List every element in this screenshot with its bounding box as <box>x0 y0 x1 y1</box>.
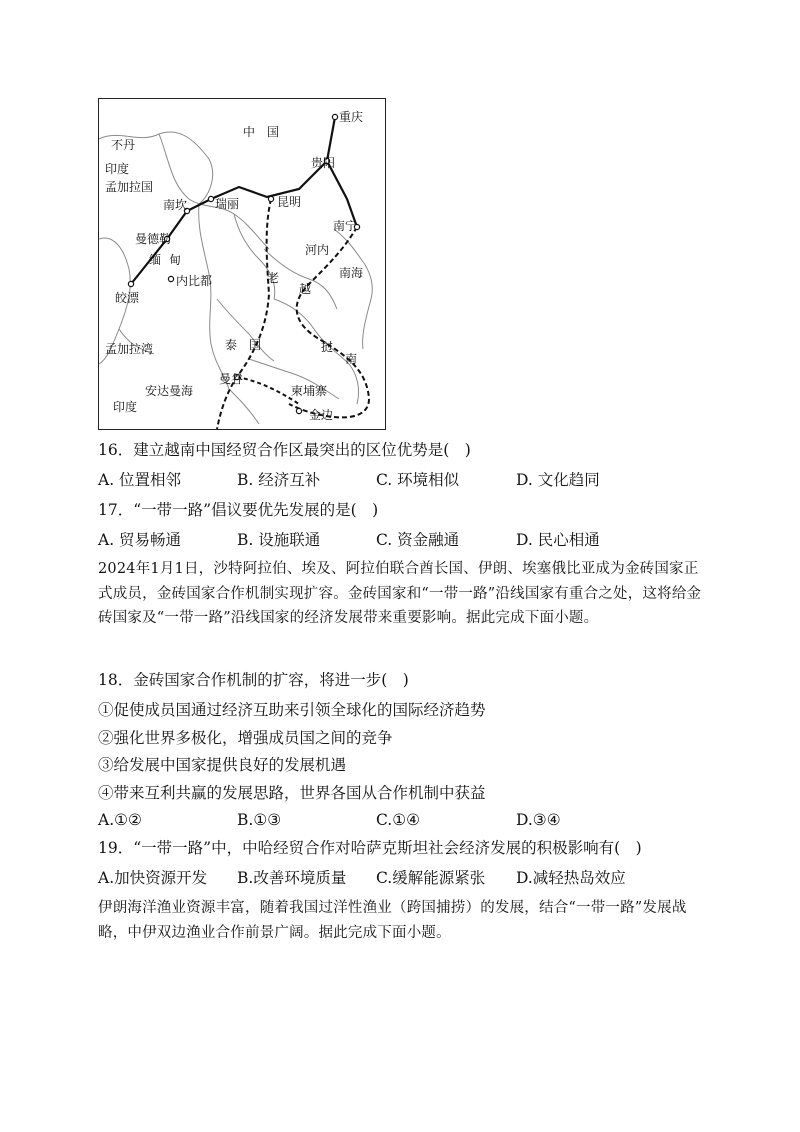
map-label-india-top: 印度 <box>105 162 130 176</box>
city-marker-kampot <box>296 408 301 413</box>
map-label-hanoi: 河内 <box>305 243 330 257</box>
q17-option-d[interactable]: D. 民心相通 <box>516 531 600 549</box>
map-label-bhutan: 不丹 <box>111 138 136 152</box>
q17-stem: 17．“一带一路”倡议要优先发展的是( ) <box>98 501 379 519</box>
q18-stem: 18．金砖国家合作机制的扩容，将进一步( ) <box>98 671 409 689</box>
map-label-myanmar-a: 缅 <box>149 253 162 267</box>
q17-option-b[interactable]: B. 设施联通 <box>237 531 321 549</box>
city-marker-chongqing <box>332 114 337 119</box>
map-label-andaman: 安达曼海 <box>145 384 194 398</box>
map-label-ruili: 瑞丽 <box>215 197 240 211</box>
q18-option-a[interactable]: A.①② <box>98 811 142 829</box>
q16-option-d[interactable]: D. 文化趋同 <box>516 471 600 489</box>
map-label-nanning: 南宁 <box>333 219 358 233</box>
q18-option-b[interactable]: B.①③ <box>237 811 282 829</box>
coast-line <box>334 229 372 349</box>
map-label-cambodia: 柬埔寨 <box>291 384 328 398</box>
map-label-bangkok: 曼谷 <box>219 372 244 386</box>
q19-option-d[interactable]: D.减轻热岛效应 <box>516 869 626 887</box>
city-marker-naypyidaw <box>168 276 173 281</box>
q16-option-b[interactable]: B. 经济互补 <box>237 471 321 489</box>
map-label-kyaukphyu: 皎漂 <box>115 291 140 305</box>
border-line <box>234 214 275 299</box>
map-label-guiyang: 贵阳 <box>311 156 336 170</box>
q19-option-c[interactable]: C.缓解能源紧张 <box>376 869 486 887</box>
q16-option-a[interactable]: A. 位置相邻 <box>98 471 182 489</box>
coast-line <box>229 389 259 424</box>
map-label-myanmar-b: 甸 <box>169 253 182 267</box>
rail-route-dashed <box>217 199 271 429</box>
map-label-chongqing: 重庆 <box>339 110 364 124</box>
q17-option-a[interactable]: A. 贸易畅通 <box>98 531 182 549</box>
q16-option-c[interactable]: C. 环境相似 <box>376 471 460 489</box>
map-label-nankan: 南坎 <box>163 198 188 212</box>
city-marker-kyaukphyu <box>128 281 133 286</box>
q18-option-d[interactable]: D.③④ <box>516 811 561 829</box>
q18-statement-3: ③给发展中国家提供良好的发展机遇 <box>98 756 347 774</box>
map-label-china: 中 国 <box>243 125 280 139</box>
map-label-vietnam-a: 越 <box>299 282 312 296</box>
rail-route-dashed <box>237 377 299 404</box>
map-label-bay-of-bengal: 孟加拉湾 <box>105 342 154 356</box>
map-label-vietnam-b: 挝 <box>321 340 334 354</box>
map-label-kampot: 金边 <box>309 408 334 422</box>
route-map <box>98 98 386 430</box>
q18-statement-2: ②强化世界多极化，增强成员国之间的竞争 <box>98 729 393 747</box>
map-label-india-bottom: 印度 <box>113 400 138 414</box>
map-label-vietnam-c: 南 <box>345 352 358 366</box>
city-marker-ruili <box>208 196 213 201</box>
q19-option-a[interactable]: A.加快资源开发 <box>98 869 208 887</box>
map-label-kunming: 昆明 <box>277 195 302 209</box>
q18-option-c[interactable]: C.①④ <box>376 811 421 829</box>
map-label-mandalay: 曼德勒 <box>135 232 172 246</box>
q19-option-b[interactable]: B.改善环境质量 <box>237 869 347 887</box>
map-label-naypyidaw: 内比都 <box>176 274 213 288</box>
map-label-bangladesh: 孟加拉国 <box>105 180 154 194</box>
city-marker-kunming <box>268 196 273 201</box>
q17-option-c[interactable]: C. 资金融通 <box>376 531 460 549</box>
q19-stem: 19．“一带一路”中，中哈经贸合作对哈萨克斯坦社会经济发展的积极影响有( ) <box>98 839 642 857</box>
border-line <box>199 204 229 389</box>
q18-statement-1: ①促使成员国通过经济互助来引领全球化的国际经济趋势 <box>98 701 486 719</box>
passage-brics: 2024年1月1日，沙特阿拉伯、埃及、阿拉伯联合酋长国、伊朗、埃塞俄比亚成为金砖国家正式成员，金砖国家合作机制实现扩容。金砖国家和“一带一路”沿线国家有重合之处，这将给金砖国家及“一带一路”沿线国家的经济发展带来重要影响。据此完成下面小题。 <box>98 561 702 626</box>
passage-iran-fishery: 伊朗海洋渔业资源丰富，随着我国过洋性渔业（跨国捕捞）的发展，结合“一带一路”发展战略，中伊双边渔业合作前景广阔。据此完成下面小题。 <box>98 900 687 941</box>
map-label-thailand: 泰 国 <box>225 338 262 352</box>
rail-route-solid <box>327 161 357 227</box>
q18-statement-4: ④带来互利共赢的发展思路，世界各国从合作机制中获益 <box>98 784 486 802</box>
map-label-laos: 老 <box>267 271 280 285</box>
q16-stem: 16．建立越南中国经贸合作区最突出的区位优势是( ) <box>98 441 471 459</box>
map-label-south-sea: 南海 <box>339 266 364 280</box>
